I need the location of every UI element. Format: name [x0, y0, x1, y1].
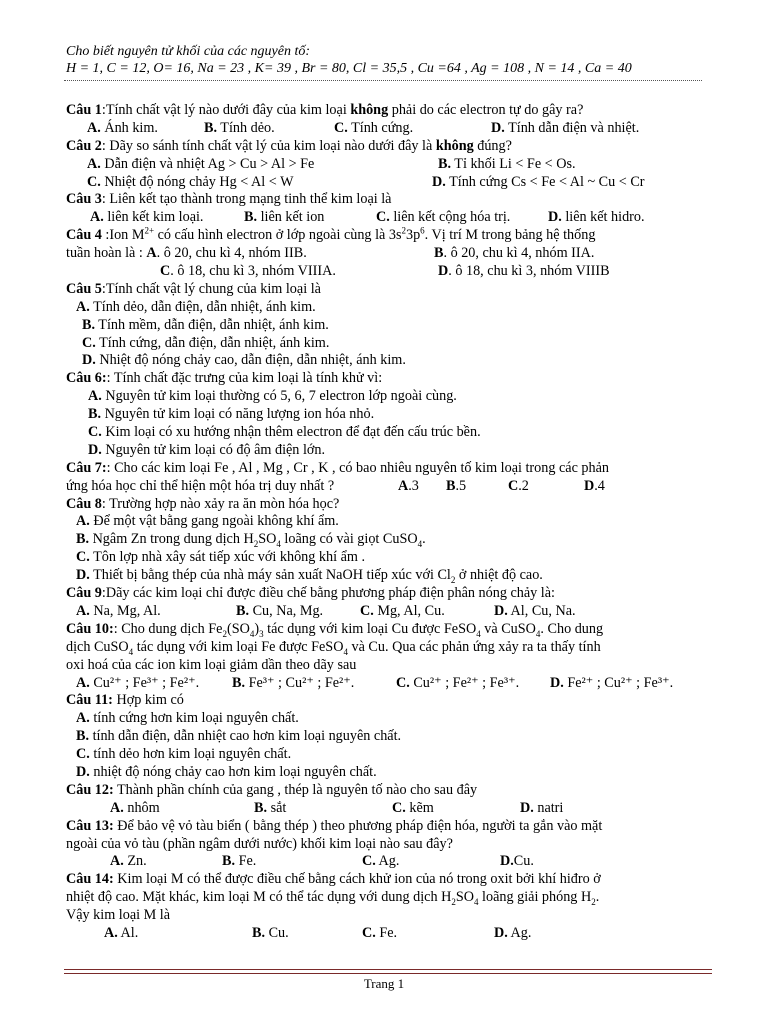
q11-option-a: A. tính cứng hơn kim loại nguyên chất. [76, 710, 299, 727]
q7-option-d: D.4 [584, 477, 605, 494]
q1-bold: không [350, 102, 389, 118]
q5-option-d: D. Nhiệt độ nóng chảy cao, dẫn điện, dẫn nhiệt, ánh kim. [82, 352, 406, 369]
question-7: Câu 7:: Cho các kim loại Fe , Al , Mg , Cr , K , có bao nhiêu nguyên tố kim loại trong các phản [66, 459, 609, 476]
q8-option-a: A. Để một vật bằng gang ngoài không khí ẩm. [76, 513, 339, 530]
question-2: Câu 2: Dãy so sánh tính chất vật lý của kim loại nào dưới đây là không đúng? [66, 137, 512, 154]
q6-option-a: A. Nguyên tử kim loại thường có 5, 6, 7 electron lớp ngoài cùng. [88, 388, 457, 405]
q7-line-2: ứng hóa học chỉ thể hiện một hóa trị duy nhất ? [66, 477, 335, 494]
q8-option-c: C. Tôn lợp nhà xây sát tiếp xúc với không khí ẩm . [76, 549, 365, 566]
question-9: Câu 9:Dãy các kim loại chỉ được điều chế bằng phương pháp điện phân nóng chảy là: [66, 585, 555, 602]
q3-option-b: B. liên kết ion [244, 209, 325, 226]
q9-options [66, 603, 712, 621]
header-line-2: H = 1, C = 12, O= 16, Na = 23 , K= 39 , Br = 80, Cl = 35,5 , Cu =64 , Ag = 108 , N = 14 , Ca = 40 [66, 61, 632, 76]
q2-option-c: C. Nhiệt độ nóng chảy Hg < Al < W [87, 173, 294, 190]
q10-line-3: oxi hoá của các ion kim loại giảm dần theo dãy sau [66, 656, 357, 673]
q3-option-d: D. liên kết hidro. [548, 209, 645, 226]
q1-text: :Tính chất vật lý nào dưới đây của kim loại [101, 102, 351, 118]
question-5: Câu 5:Tính chất vật lý chung của kim loại là [66, 280, 321, 297]
q4-option-c: C. ô 18, chu kì 3, nhóm VIIIA. [160, 263, 336, 280]
header-line-1: Cho biết nguyên tử khối của các nguyên tố: [66, 44, 311, 59]
header-atomic-masses [66, 43, 632, 77]
q6-option-c: C. Kim loại có xu hướng nhận thêm electron để đạt đến cấu trúc bền. [88, 424, 481, 441]
q1-tail: phải do các electron tự do gây ra? [388, 102, 584, 118]
q10-options [66, 675, 712, 693]
q13-option-c: C. Ag. [362, 853, 400, 870]
question-14: Câu 14: Kim loại M có thể được điều chế bằng cách khử ion của nó trong oxit bởi khí hiđro ở [66, 871, 601, 888]
q1-options [66, 120, 712, 138]
q10-option-b: B. Fe³⁺ ; Cu²⁺ ; Fe²⁺. [232, 674, 355, 691]
footer-rule-thin [64, 973, 712, 974]
q12-options [66, 800, 712, 818]
q14-line-3: Vậy kim loại M là [66, 907, 171, 924]
question-list [66, 102, 712, 943]
q11-option-c: C. tính dẻo hơn kim loại nguyên chất. [76, 746, 292, 763]
q12-option-b: B. sắt [254, 799, 287, 816]
q5-option-c: C. Tính cứng, dẫn điện, dẫn nhiệt, ánh kim. [82, 334, 330, 351]
q3-option-a: A. liên kết kim loại. [90, 209, 204, 226]
q7-options [66, 478, 712, 496]
question-6: Câu 6:: Tính chất đặc trưng của kim loại là tính khử vì: [66, 370, 383, 387]
q13-option-b: B. Fe. [222, 853, 257, 870]
q8-option-b: B. Ngâm Zn trong dung dịch $H_2SO_4$ loãng có vài giọt CuSO$_4$. [76, 531, 426, 550]
footer-rule-thick [64, 969, 712, 970]
q12-option-d: D. natri [520, 799, 564, 816]
q9-option-d: D. Al, Cu, Na. [494, 602, 576, 619]
q2-option-b: B. Tỉ khối Li < Fe < Os. [438, 155, 576, 172]
q9-option-a: A. Na, Mg, Al. [76, 602, 161, 619]
q1-label: Câu 1 [66, 102, 102, 118]
q13-option-a: A. Zn. [110, 853, 147, 870]
q12-option-c: C. kẽm [392, 799, 434, 816]
q14-options [66, 925, 712, 943]
q2-option-a: A. Dẫn điện và nhiệt Ag > Cu > Al > Fe [87, 155, 315, 172]
question-12: Câu 12: Thành phần chính của gang , thép là nguyên tố nào cho sau đây [66, 781, 478, 798]
question-3: Câu 3: Liên kết tạo thành trong mạng tinh thể kim loại là [66, 191, 392, 208]
q8-option-d: D. Thiết bị bằng thép của nhà máy sản xuất NaOH tiếp xúc với $Cl_2$ ở nhiệt độ cao. [76, 567, 543, 585]
q4-options-ab [66, 245, 712, 263]
q1-option-c: C. Tính cứng. [334, 119, 414, 136]
q12-option-a: A. nhôm [110, 799, 160, 816]
q5-option-b: B. Tính mềm, dẫn điện, dẫn nhiệt, ánh kim. [82, 316, 329, 333]
page-number: Trang 1 [363, 976, 405, 991]
q6-option-b: B. Nguyên tử kim loại có năng lượng ion hóa nhỏ. [88, 406, 375, 423]
q14-option-c: C. Fe. [362, 924, 398, 941]
q14-line-2: nhiệt độ cao. Mặt khác, kim loại M có thể tác dụng với dung dịch $H_2SO_4$ loãng giải phóng $H_2$. [66, 889, 600, 908]
dotted-divider [64, 80, 702, 81]
q14-option-d: D. Ag. [494, 924, 532, 941]
q6-option-d: D. Nguyên tử kim loại có độ âm điện lớn. [88, 441, 326, 458]
question-13: Câu 13: Để bảo vệ vỏ tàu biển ( bằng thép ) theo phương pháp điện hóa, người ta gắn vào mặt [66, 817, 603, 834]
question-11: Câu 11: Hợp kim có [66, 692, 184, 709]
q10-option-a: A. Cu²⁺ ; Fe³⁺ ; Fe²⁺. [76, 674, 200, 691]
q7-option-b: B.5 [446, 477, 467, 494]
q13-line-2: ngoài của vỏ tàu (phần ngâm dưới nước) khối kim loại nào sau đây? [66, 835, 453, 852]
q1-option-a: A. Ánh kim. [87, 119, 158, 136]
q7-option-a: A.3 [398, 477, 419, 494]
q10-option-d: D. Fe²⁺ ; Cu²⁺ ; Fe³⁺. [550, 674, 674, 691]
q4-option-d: D. ô 18, chu kì 3, nhóm VIIIB [438, 263, 610, 280]
q7-option-c: C.2 [508, 477, 529, 494]
q11-option-d: D. nhiệt độ nóng chảy cao hơn kim loại nguyên chất. [76, 763, 377, 780]
q4-options-cd [66, 263, 712, 281]
q9-option-b: B. Cu, Na, Mg. [236, 602, 324, 619]
q5-option-a: A. Tính dẻo, dẫn điện, dẫn nhiệt, ánh kim. [76, 298, 316, 315]
q9-option-c: C. Mg, Al, Cu. [360, 602, 445, 619]
q2-option-d: D. Tính cứng Cs < Fe < Al ~ Cu < Cr [432, 173, 645, 190]
q13-option-d: D.Cu. [500, 853, 534, 870]
q14-option-b: B. Cu. [252, 924, 289, 941]
q10-line-2: dịch CuSO$_4$ tác dụng với kim loại Fe được FeSO$_4$ và Cu. Qua các phản ứng xảy ra ta thấy tính [66, 638, 601, 657]
q3-options [66, 209, 712, 227]
question-8: Câu 8: Trường hợp nào xảy ra ăn mòn hóa học? [66, 495, 340, 512]
q14-option-a: A. Al. [104, 924, 139, 941]
question-4: Câu 4 :Ion $M^{2+}$ có cấu hình electron ở lớp ngoài cùng là $3s^23p^6$. Vị trí M trong bảng hệ thống [66, 225, 596, 244]
q4-option-b: B. ô 20, chu kì 4, nhóm IIA. [434, 245, 595, 262]
q1-option-d: D. Tính dẫn điện và nhiệt. [491, 119, 640, 136]
q11-option-b: B. tính dẫn điện, dẫn nhiệt cao hơn kim loại nguyên chất. [76, 728, 402, 745]
q3-option-c: C. liên kết cộng hóa trị. [376, 209, 511, 226]
q13-options [66, 853, 712, 871]
question-10: Câu 10:: Cho dung dịch $Fe_2(SO_4)_3$ tác dụng với kim loại Cu được FeSO$_4$ và CuSO$_4$. Cho dung [66, 620, 604, 639]
question-1 [66, 102, 712, 120]
q10-option-c: C. Cu²⁺ ; Fe²⁺ ; Fe³⁺. [396, 674, 520, 691]
q1-option-b: B. Tính dẻo. [204, 119, 275, 136]
q2-options-cd [66, 174, 712, 192]
q4-line-2: tuần hoàn là : A. ô 20, chu kì 4, nhóm IIB. [66, 245, 307, 262]
q2-options-ab [66, 156, 712, 174]
